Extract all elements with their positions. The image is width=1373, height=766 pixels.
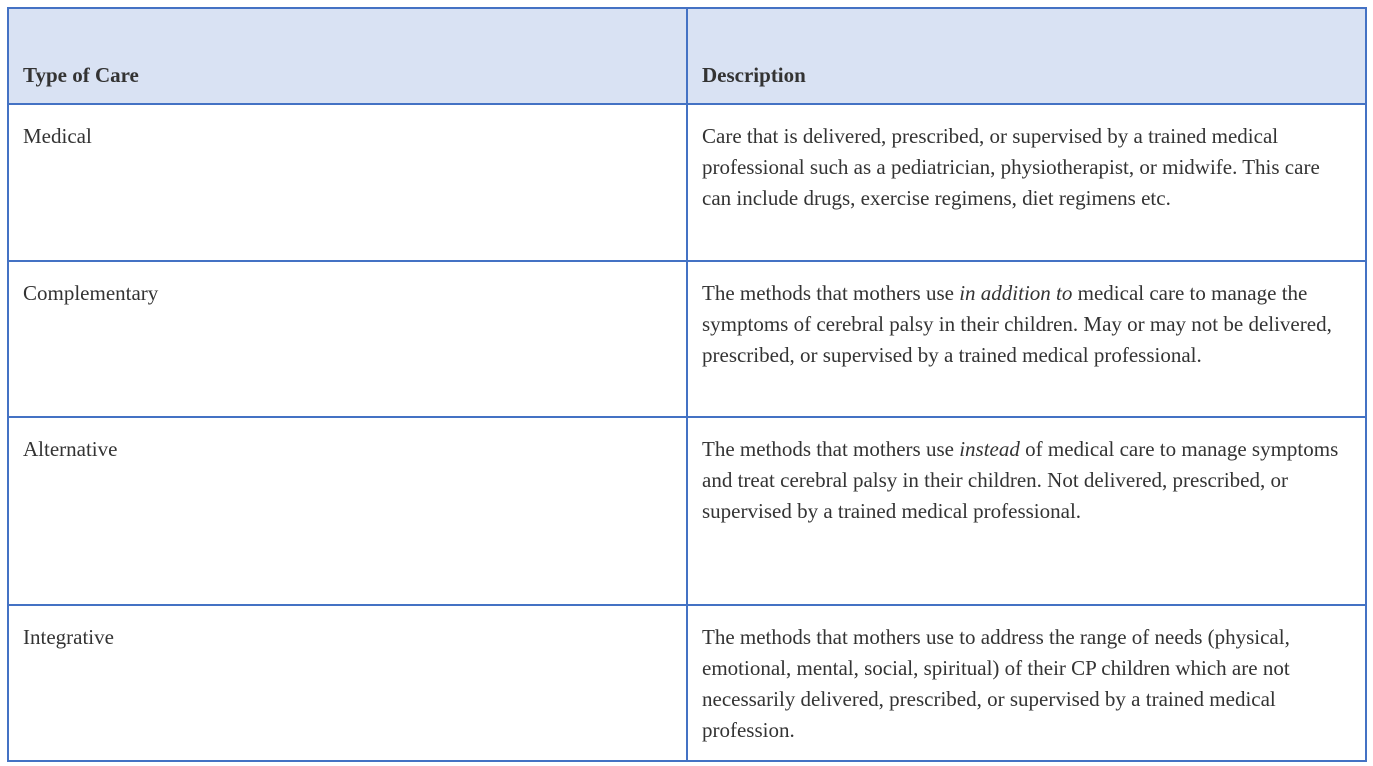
description-emphasis: in addition to: [959, 281, 1073, 305]
table-row: [8, 261, 1366, 417]
description-medical: Care that is delivered, prescribed, or supervised by a trained medical professional such as a pediatrician, physiotherapist, or midwife. This care can include drugs, exercise regimens, diet regimens etc.: [702, 124, 1320, 210]
type-label-alternative: Alternative: [23, 437, 118, 461]
type-cell: [8, 417, 687, 605]
description-cell: [687, 417, 1366, 605]
table-header: [8, 8, 1366, 104]
type-label-integrative: Integrative: [23, 625, 114, 649]
type-cell: [8, 261, 687, 417]
header-type-of-care-label: Type of Care: [23, 63, 139, 87]
description-complementary: [688, 262, 1365, 385]
table-row: [8, 417, 1366, 605]
description-text: The methods that mothers use: [702, 281, 960, 305]
description-integrative: The methods that mothers use to address the range of needs (physical, emotional, mental, social, spiritual) of their CP children which are not necessarily delivered, prescribed, or supervised by a trained medical profession.: [702, 625, 1290, 742]
description-text: of medical care to manage symptoms and treat cerebral palsy in their children. Not delivered, prescribed, or supervised by a trained medical professional.: [702, 437, 1339, 523]
table-row: [8, 605, 1366, 761]
description-cell: [687, 261, 1366, 417]
description-cell: [687, 605, 1366, 761]
description-text: The methods that mothers use: [702, 437, 960, 461]
care-types-table: [7, 7, 1367, 762]
type-cell: [8, 605, 687, 761]
description-emphasis: instead: [959, 437, 1020, 461]
type-label-complementary: Complementary: [23, 281, 159, 305]
table-row: [8, 104, 1366, 261]
header-type-of-care: [8, 8, 687, 104]
header-row: [8, 8, 1366, 104]
table-body: [8, 104, 1366, 761]
type-cell: [8, 104, 687, 261]
description-cell: [687, 104, 1366, 261]
type-label-medical: Medical: [23, 124, 92, 148]
description-alternative: [688, 418, 1365, 541]
header-description-label: Description: [702, 63, 806, 87]
header-description: [687, 8, 1366, 104]
description-text: medical care to manage the symptoms of cerebral palsy in their children. May or may not be delivered, prescribed, or supervised by a trained medical professional.: [702, 281, 1332, 367]
